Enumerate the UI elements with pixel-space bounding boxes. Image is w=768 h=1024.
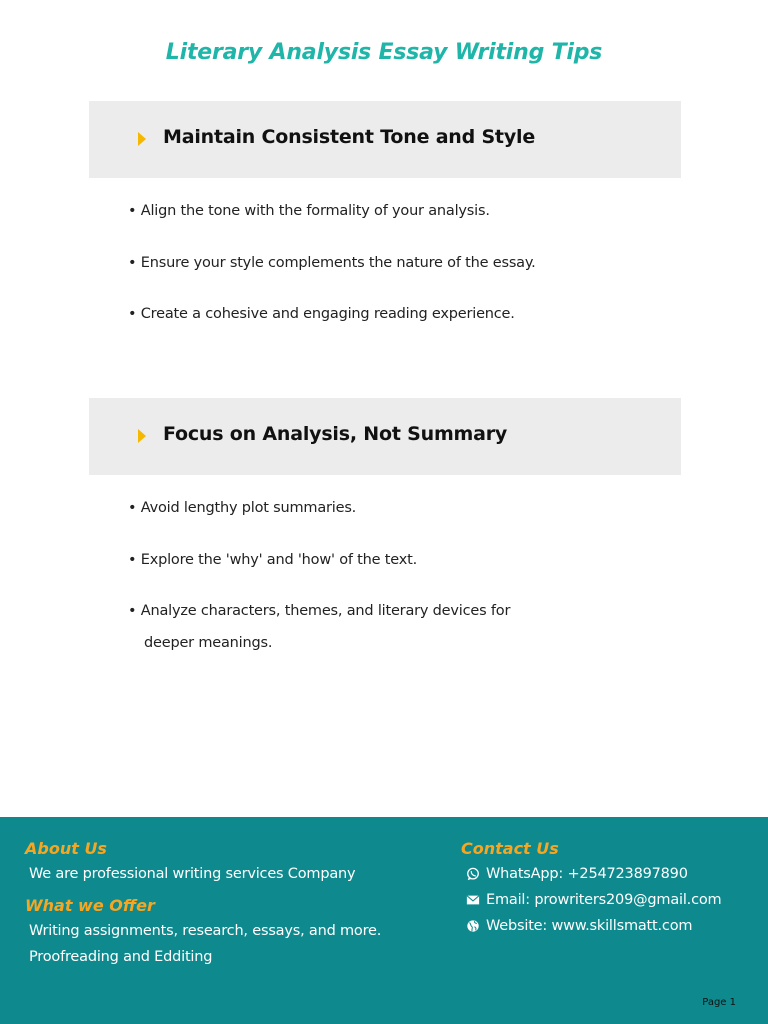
offer-line: Writing assignments, research, essays, and more. <box>29 923 382 939</box>
footer <box>0 817 768 1024</box>
bullet-item: • Avoid lengthy plot summaries. <box>128 500 357 516</box>
section-heading: Focus on Analysis, Not Summary <box>163 423 508 445</box>
offer-line: Proofreading and Edditing <box>29 949 213 965</box>
bullet-text: • Analyze characters, themes, and literary devices for <box>128 603 511 619</box>
section-header-tone-style <box>89 101 681 178</box>
caret-right-icon <box>138 429 146 443</box>
bullet-item <box>128 595 510 659</box>
offer-heading: What we Offer <box>25 896 155 915</box>
bullet-item: • Ensure your style complements the nature of the essay. <box>128 255 536 271</box>
bullet-item: • Align the tone with the formality of your analysis. <box>128 203 490 219</box>
section-heading: Maintain Consistent Tone and Style <box>163 126 536 148</box>
contact-text: Website: www.skillsmatt.com <box>486 918 693 934</box>
bullet-item: • Explore the 'why' and 'how' of the text. <box>128 552 418 568</box>
bullet-text-continued: deeper meanings. <box>144 635 273 651</box>
section-header-analysis <box>89 398 681 475</box>
envelope-icon <box>466 893 480 907</box>
bullet-item: • Create a cohesive and engaging reading experience. <box>128 306 515 322</box>
contact-email[interactable] <box>466 892 721 908</box>
globe-icon <box>466 919 480 933</box>
contact-heading: Contact Us <box>461 839 559 858</box>
contact-website[interactable] <box>466 918 692 934</box>
about-text: We are professional writing services Company <box>29 866 356 882</box>
page-number: Page 1 <box>702 997 736 1008</box>
contact-text: Email: prowriters209@gmail.com <box>486 892 722 908</box>
page-title: Literary Analysis Essay Writing Tips <box>165 40 603 65</box>
caret-right-icon <box>138 132 146 146</box>
whatsapp-icon <box>466 867 480 881</box>
about-heading: About Us <box>25 839 107 858</box>
contact-text: WhatsApp: +254723897890 <box>486 866 688 882</box>
contact-whatsapp[interactable] <box>466 866 688 882</box>
